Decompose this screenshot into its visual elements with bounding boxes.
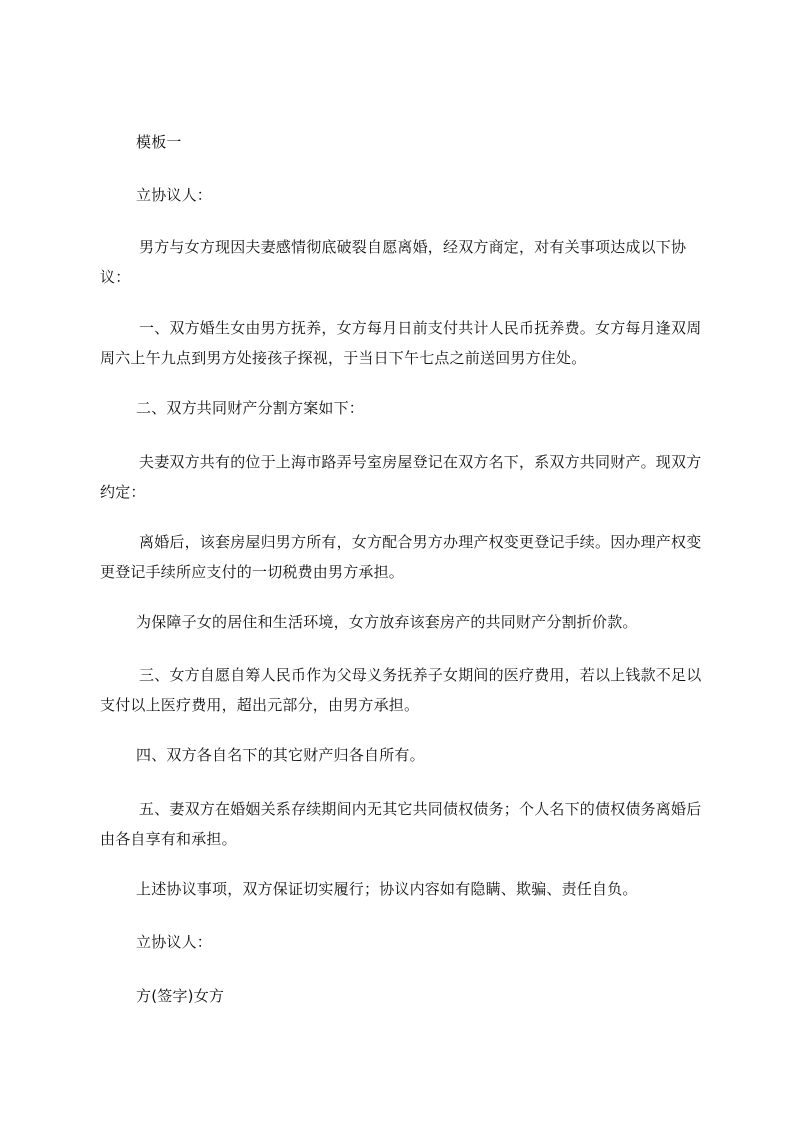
clause-3-paragraph: 三、女方自愿自筹人民币作为父母义务抚养子女期间的医疗费用，若以上钱款不足以支付以上医疗费用，超出元部分，由男方承担。 — [100, 666, 702, 714]
clause-5-paragraph: 五、妻双方在婚姻关系存续期间内无其它共同债权债务；个人名下的债权债务离婚后由各自享有和承担。 — [100, 800, 702, 848]
intro-paragraph: 男方与女方现因夫妻感情彻底破裂自愿离婚，经双方商定，对有关事项达成以下协议： — [100, 238, 687, 286]
clause-2-property-paragraph: 夫妻双方共有的位于上海市路弄号室房屋登记在双方名下，系双方共同财产。现双方约定： — [100, 453, 702, 501]
clause-2-after-divorce-paragraph: 离婚后，该套房屋归男方所有，女方配合男方办理产权变更登记手续。因办理产权变更登记手续所应支付的一切税费由男方承担。 — [100, 533, 702, 581]
party-label-bottom: 立协议人： — [136, 933, 213, 951]
clause-4-paragraph: 四、双方各自名下的其它财产归各自所有。 — [136, 746, 425, 764]
clause-2-heading: 二、双方共同财产分割方案如下： — [136, 399, 365, 417]
party-label-top: 立协议人： — [136, 186, 213, 204]
closing-paragraph: 上述协议事项，双方保证切实履行；协议内容如有隐瞒、欺骗、责任自负。 — [136, 880, 638, 898]
document-heading: 模板一 — [136, 133, 182, 151]
clause-2-waiver-paragraph: 为保障子女的居住和生活环境，女方放弃该套房产的共同财产分割折价款。 — [136, 613, 638, 631]
clause-1-paragraph: 一、双方婚生女由男方抚养，女方每月日前支付共计人民币抚养费。女方每月逢双周周六上午九点到男方处接孩子探视，于当日下午七点之前送回男方住处。 — [100, 319, 702, 367]
signature-line: 方(签字)女方 — [136, 987, 225, 1005]
